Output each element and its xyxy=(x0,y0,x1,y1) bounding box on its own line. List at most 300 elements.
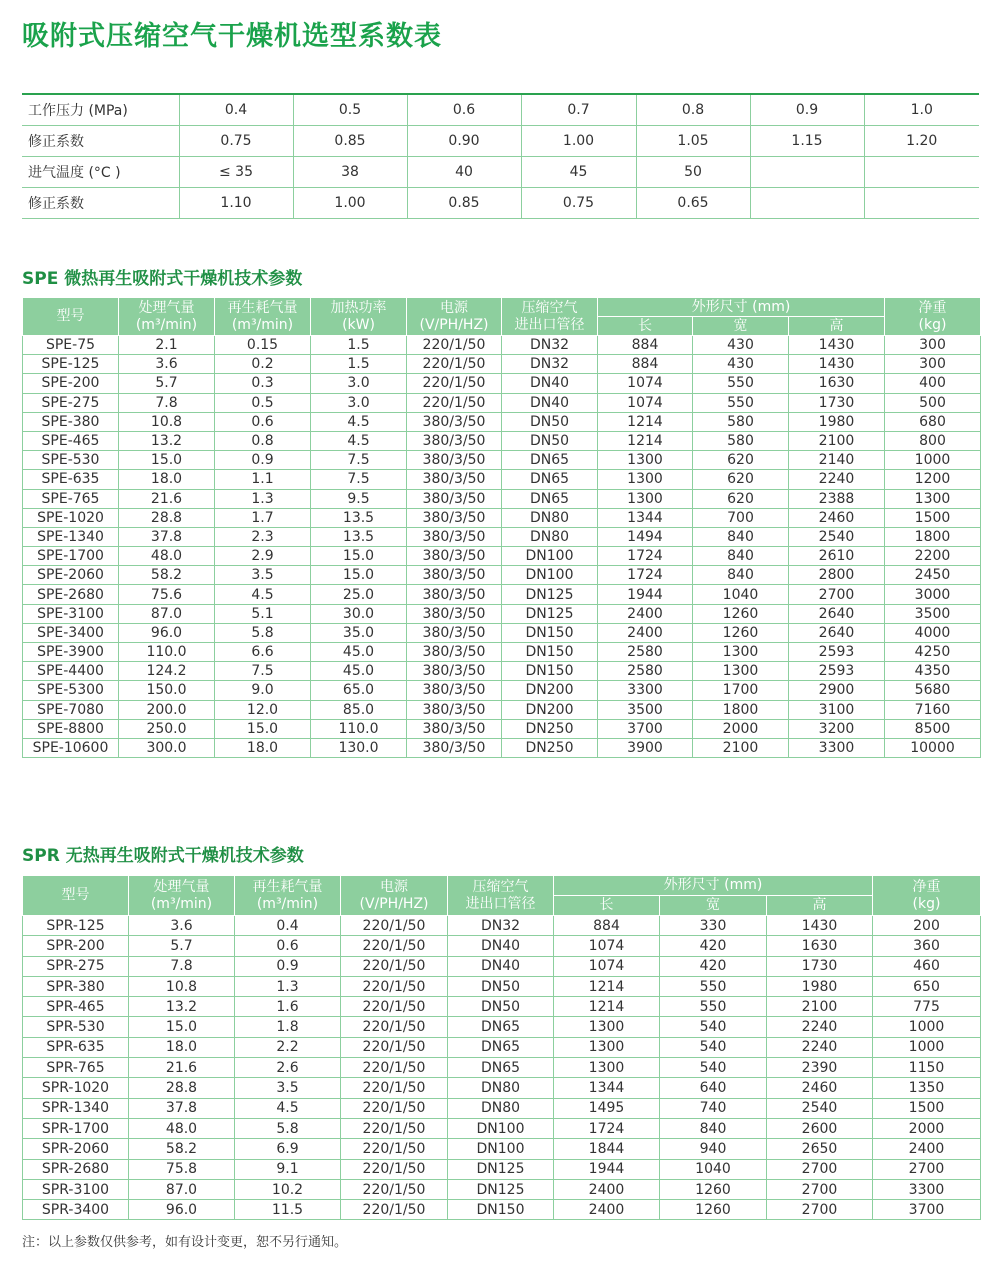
table-cell: 7.8 xyxy=(119,393,215,412)
table-cell: 220/1/50 xyxy=(407,336,502,355)
table-cell: DN40 xyxy=(448,956,554,976)
row-label-cell: 修正系数 xyxy=(22,188,179,219)
header-height: 高 xyxy=(789,317,885,336)
table-cell: DN65 xyxy=(448,1037,554,1057)
table-cell: 2390 xyxy=(767,1058,873,1078)
table-cell: DN200 xyxy=(502,681,598,700)
row-label-cell: SPE-7080 xyxy=(23,700,119,719)
table-cell: 2700 xyxy=(767,1179,873,1199)
table-cell: 220/1/50 xyxy=(341,1118,448,1138)
table-cell: 7160 xyxy=(885,700,981,719)
spr-table-body xyxy=(23,916,981,1220)
spr-section-title: SPR 无热再生吸附式干燥机技术参数 xyxy=(22,846,304,866)
row-label-cell: SPR-1700 xyxy=(23,1118,129,1138)
table-cell: 30.0 xyxy=(311,604,407,623)
table-cell: 380/3/50 xyxy=(407,662,502,681)
row-label-cell: SPE-10600 xyxy=(23,738,119,757)
table-cell: 5.8 xyxy=(235,1118,341,1138)
table-cell: 220/1/50 xyxy=(341,1179,448,1199)
header-heating-power: 加热功率 (kW) xyxy=(311,298,407,336)
table-cell: 110.0 xyxy=(311,719,407,738)
table-cell: DN40 xyxy=(448,936,554,956)
table-cell: 150.0 xyxy=(119,681,215,700)
table-cell: 0.8 xyxy=(215,431,311,450)
footnote: 注：以上参数仅供参考，如有设计变更，恕不另行通知。 xyxy=(22,1235,348,1250)
table-row xyxy=(23,976,981,996)
table-cell: 1500 xyxy=(873,1098,981,1118)
table-cell: 1.6 xyxy=(235,997,341,1017)
table-cell: 2.9 xyxy=(215,547,311,566)
table-cell: 2450 xyxy=(885,566,981,585)
header-pipe-size: 压缩空气 进出口管径 xyxy=(502,298,598,336)
table-cell: 1.3 xyxy=(235,976,341,996)
table-row xyxy=(23,470,981,489)
table-cell: 2700 xyxy=(767,1200,873,1220)
table-cell: 1200 xyxy=(885,470,981,489)
table-cell: 2580 xyxy=(598,643,693,662)
row-label-cell: SPR-2060 xyxy=(23,1139,129,1159)
row-label-cell: SPE-3900 xyxy=(23,643,119,662)
table-row xyxy=(23,1058,981,1078)
table-cell: 640 xyxy=(660,1078,767,1098)
table-cell: DN65 xyxy=(448,1017,554,1037)
table-cell: 775 xyxy=(873,997,981,1017)
table-row xyxy=(23,527,981,546)
table-cell: 380/3/50 xyxy=(407,681,502,700)
table-cell: 2400 xyxy=(873,1139,981,1159)
row-label-cell: SPE-75 xyxy=(23,336,119,355)
table-cell: 0.6 xyxy=(215,412,311,431)
table-cell: DN100 xyxy=(448,1118,554,1138)
table-cell: 2.3 xyxy=(215,527,311,546)
table-cell: 550 xyxy=(693,374,789,393)
table-cell: 40 xyxy=(407,157,521,188)
coefficient-table-body xyxy=(22,94,979,219)
row-label-cell: SPE-8800 xyxy=(23,719,119,738)
table-cell: 380/3/50 xyxy=(407,566,502,585)
table-cell: 740 xyxy=(660,1098,767,1118)
row-label-cell: SPE-4400 xyxy=(23,662,119,681)
table-cell: 10.8 xyxy=(119,412,215,431)
table-cell: 2.2 xyxy=(235,1037,341,1057)
table-cell: 0.9 xyxy=(215,451,311,470)
table-cell: 0.85 xyxy=(407,188,521,219)
table-cell: 37.8 xyxy=(129,1098,235,1118)
header-width: 宽 xyxy=(693,317,789,336)
table-cell: 220/1/50 xyxy=(341,1159,448,1179)
table-cell: 220/1/50 xyxy=(341,956,448,976)
table-cell: 220/1/50 xyxy=(341,1139,448,1159)
table-cell: ≤ 35 xyxy=(179,157,293,188)
table-cell: 0.75 xyxy=(179,126,293,157)
table-cell: 220/1/50 xyxy=(407,355,502,374)
table-cell: 0.9 xyxy=(750,94,864,126)
header-length: 长 xyxy=(554,896,660,916)
header-pipe-size: 压缩空气 进出口管径 xyxy=(448,876,554,916)
table-cell: 1.3 xyxy=(215,489,311,508)
table-cell: 2700 xyxy=(767,1159,873,1179)
table-cell: 1.20 xyxy=(864,126,979,157)
table-cell: 330 xyxy=(660,916,767,936)
table-cell xyxy=(750,157,864,188)
table-cell: 380/3/50 xyxy=(407,738,502,757)
table-cell: 10000 xyxy=(885,738,981,757)
table-cell: 5.7 xyxy=(119,374,215,393)
table-cell: 300.0 xyxy=(119,738,215,757)
table-cell: 1300 xyxy=(598,451,693,470)
table-cell: 0.7 xyxy=(521,94,636,126)
table-cell: DN65 xyxy=(502,489,598,508)
table-cell: DN125 xyxy=(502,585,598,604)
row-label-cell: SPE-635 xyxy=(23,470,119,489)
table-cell: 96.0 xyxy=(129,1200,235,1220)
table-cell: 12.0 xyxy=(215,700,311,719)
table-cell: DN200 xyxy=(502,700,598,719)
table-cell: 540 xyxy=(660,1058,767,1078)
table-row xyxy=(23,700,981,719)
table-row xyxy=(23,604,981,623)
table-cell: 2800 xyxy=(789,566,885,585)
header-flow: 处理气量 (m³/min) xyxy=(119,298,215,336)
row-label-cell: SPE-465 xyxy=(23,431,119,450)
table-cell xyxy=(864,188,979,219)
table-cell: 2700 xyxy=(873,1159,981,1179)
table-cell: DN250 xyxy=(502,738,598,757)
table-cell: 0.85 xyxy=(293,126,407,157)
row-label-cell: SPR-1020 xyxy=(23,1078,129,1098)
spe-section-title: SPE 微热再生吸附式干燥机技术参数 xyxy=(22,269,303,289)
table-cell: 4.5 xyxy=(311,412,407,431)
header-weight: 净重 (kg) xyxy=(873,876,981,916)
table-cell: 2240 xyxy=(789,470,885,489)
table-cell: 420 xyxy=(660,956,767,976)
table-cell: 1630 xyxy=(767,936,873,956)
table-cell: 380/3/50 xyxy=(407,527,502,546)
table-cell: 15.0 xyxy=(311,566,407,585)
table-cell: 840 xyxy=(693,547,789,566)
table-cell: 540 xyxy=(660,1017,767,1037)
table-cell: DN150 xyxy=(502,662,598,681)
table-row xyxy=(23,719,981,738)
table-cell: DN32 xyxy=(502,355,598,374)
table-cell: 4.5 xyxy=(235,1098,341,1118)
table-cell: 500 xyxy=(885,393,981,412)
header-height: 高 xyxy=(767,896,873,916)
row-label-cell: SPE-275 xyxy=(23,393,119,412)
table-cell: 1074 xyxy=(554,956,660,976)
table-row xyxy=(23,1078,981,1098)
row-label-cell: SPE-530 xyxy=(23,451,119,470)
table-cell: DN150 xyxy=(502,623,598,642)
table-cell: 2100 xyxy=(789,431,885,450)
table-cell: 0.4 xyxy=(235,916,341,936)
table-cell: 1214 xyxy=(598,431,693,450)
row-label-cell: SPE-125 xyxy=(23,355,119,374)
table-cell: 620 xyxy=(693,470,789,489)
table-cell: 220/1/50 xyxy=(407,374,502,393)
table-cell: 3.5 xyxy=(215,566,311,585)
table-cell: DN65 xyxy=(448,1058,554,1078)
table-cell: 2200 xyxy=(885,547,981,566)
table-cell: 2240 xyxy=(767,1037,873,1057)
table-cell: 4.5 xyxy=(311,431,407,450)
table-cell: DN80 xyxy=(502,527,598,546)
table-row xyxy=(23,431,981,450)
table-cell: 7.5 xyxy=(311,451,407,470)
row-label-cell: SPE-765 xyxy=(23,489,119,508)
table-cell: DN80 xyxy=(448,1078,554,1098)
table-cell: 840 xyxy=(660,1118,767,1138)
header-flow: 处理气量 (m³/min) xyxy=(129,876,235,916)
row-label-cell: SPE-1340 xyxy=(23,527,119,546)
header-weight: 净重 (kg) xyxy=(885,298,981,336)
table-cell: 1040 xyxy=(660,1159,767,1179)
table-cell: 380/3/50 xyxy=(407,431,502,450)
table-cell: 1.15 xyxy=(750,126,864,157)
table-cell: 1260 xyxy=(660,1179,767,1199)
table-cell: 2100 xyxy=(693,738,789,757)
table-cell: DN125 xyxy=(448,1179,554,1199)
table-cell: 2.1 xyxy=(119,336,215,355)
row-label-cell: 工作压力 (MPa) xyxy=(22,94,179,126)
table-cell: 37.8 xyxy=(119,527,215,546)
table-cell: 1.00 xyxy=(521,126,636,157)
header-model: 型号 xyxy=(23,298,119,336)
table-cell: 1074 xyxy=(598,393,693,412)
table-cell: 3300 xyxy=(873,1179,981,1199)
table-cell: 0.65 xyxy=(636,188,750,219)
table-cell: DN50 xyxy=(448,976,554,996)
table-cell: 220/1/50 xyxy=(341,936,448,956)
table-cell: 1350 xyxy=(873,1078,981,1098)
table-cell: 550 xyxy=(660,976,767,996)
table-cell: 430 xyxy=(693,336,789,355)
table-cell: 380/3/50 xyxy=(407,547,502,566)
table-cell: 3.5 xyxy=(235,1078,341,1098)
table-cell: 3500 xyxy=(598,700,693,719)
table-row xyxy=(23,738,981,757)
table-cell: 220/1/50 xyxy=(341,1017,448,1037)
row-label-cell: SPE-3400 xyxy=(23,623,119,642)
table-cell: 2100 xyxy=(767,997,873,1017)
table-cell xyxy=(864,157,979,188)
table-cell: 7.5 xyxy=(311,470,407,489)
table-cell: 1300 xyxy=(598,470,693,489)
header-width: 宽 xyxy=(660,896,767,916)
table-cell: 800 xyxy=(885,431,981,450)
table-cell: 300 xyxy=(885,336,981,355)
table-cell: 21.6 xyxy=(119,489,215,508)
table-cell: 2388 xyxy=(789,489,885,508)
table-cell: 1430 xyxy=(789,336,885,355)
table-cell: 1700 xyxy=(693,681,789,700)
table-cell: DN50 xyxy=(502,431,598,450)
table-cell: 2400 xyxy=(598,604,693,623)
table-cell: 460 xyxy=(873,956,981,976)
row-label-cell: SPR-200 xyxy=(23,936,129,956)
table-cell: 4350 xyxy=(885,662,981,681)
table-row xyxy=(23,916,981,936)
table-cell: 0.5 xyxy=(293,94,407,126)
table-cell: 380/3/50 xyxy=(407,508,502,527)
row-label-cell: SPR-275 xyxy=(23,956,129,976)
table-cell: 884 xyxy=(554,916,660,936)
table-cell: DN80 xyxy=(448,1098,554,1118)
row-label-cell: SPR-1340 xyxy=(23,1098,129,1118)
header-regen-air: 再生耗气量 (m³/min) xyxy=(215,298,311,336)
table-cell: 65.0 xyxy=(311,681,407,700)
table-cell: 580 xyxy=(693,412,789,431)
table-cell: 0.8 xyxy=(636,94,750,126)
table-cell: 700 xyxy=(693,508,789,527)
table-cell: DN150 xyxy=(448,1200,554,1220)
table-cell: 3300 xyxy=(598,681,693,700)
table-cell: 2400 xyxy=(598,623,693,642)
table-cell: 1.1 xyxy=(215,470,311,489)
header-power-supply: 电源 (V/PH/HZ) xyxy=(341,876,448,916)
table-cell: 2600 xyxy=(767,1118,873,1138)
table-cell: 35.0 xyxy=(311,623,407,642)
table-cell: 85.0 xyxy=(311,700,407,719)
table-cell: 0.3 xyxy=(215,374,311,393)
table-cell: 220/1/50 xyxy=(341,1200,448,1220)
coefficient-table xyxy=(22,93,979,219)
table-cell: 1214 xyxy=(598,412,693,431)
table-cell: 5.7 xyxy=(129,936,235,956)
table-cell: 840 xyxy=(693,527,789,546)
row-label-cell: SPE-1020 xyxy=(23,508,119,527)
table-cell: 1.00 xyxy=(293,188,407,219)
table-cell: 430 xyxy=(693,355,789,374)
table-cell: 6.6 xyxy=(215,643,311,662)
table-cell: 1344 xyxy=(554,1078,660,1098)
table-cell: 3700 xyxy=(873,1200,981,1220)
table-cell: 1430 xyxy=(767,916,873,936)
table-cell: 2240 xyxy=(767,1017,873,1037)
table-cell: 1300 xyxy=(554,1037,660,1057)
table-cell: 0.15 xyxy=(215,336,311,355)
spr-spec-table xyxy=(22,875,981,1220)
table-row xyxy=(23,643,981,662)
table-cell: 220/1/50 xyxy=(341,916,448,936)
table-cell: 2610 xyxy=(789,547,885,566)
table-cell: 2540 xyxy=(767,1098,873,1118)
table-cell: 96.0 xyxy=(119,623,215,642)
row-label-cell: SPE-5300 xyxy=(23,681,119,700)
table-cell: DN40 xyxy=(502,393,598,412)
table-cell: 7.8 xyxy=(129,956,235,976)
table-cell: DN40 xyxy=(502,374,598,393)
table-cell: DN80 xyxy=(502,508,598,527)
table-cell: 50 xyxy=(636,157,750,188)
table-cell: 75.8 xyxy=(129,1159,235,1179)
table-cell: 550 xyxy=(660,997,767,1017)
row-label-cell: SPR-2680 xyxy=(23,1159,129,1179)
table-cell: 9.5 xyxy=(311,489,407,508)
table-cell: 2640 xyxy=(789,604,885,623)
table-row xyxy=(23,355,981,374)
table-cell: 3200 xyxy=(789,719,885,738)
table-row xyxy=(23,623,981,642)
table-cell: 45.0 xyxy=(311,643,407,662)
table-cell: DN100 xyxy=(448,1139,554,1159)
table-cell: 15.0 xyxy=(119,451,215,470)
header-model: 型号 xyxy=(23,876,129,916)
table-cell: 1.10 xyxy=(179,188,293,219)
table-row xyxy=(23,956,981,976)
table-cell: 2640 xyxy=(789,623,885,642)
table-row xyxy=(23,1098,981,1118)
header-dimensions: 外形尺寸 (mm) xyxy=(598,298,885,317)
table-cell: 0.2 xyxy=(215,355,311,374)
table-cell: 200.0 xyxy=(119,700,215,719)
table-cell: 2593 xyxy=(789,662,885,681)
table-cell: 220/1/50 xyxy=(341,997,448,1017)
table-cell: 220/1/50 xyxy=(341,1058,448,1078)
table-cell: 8500 xyxy=(885,719,981,738)
table-cell: 1214 xyxy=(554,976,660,996)
table-cell: 9.1 xyxy=(235,1159,341,1179)
table-cell xyxy=(750,188,864,219)
table-row xyxy=(23,997,981,1017)
table-cell: 1074 xyxy=(598,374,693,393)
table-cell: 1260 xyxy=(693,623,789,642)
table-cell: 13.2 xyxy=(129,997,235,1017)
table-cell: 1300 xyxy=(693,643,789,662)
table-cell: 48.0 xyxy=(119,547,215,566)
table-cell: 3300 xyxy=(789,738,885,757)
table-cell: 15.0 xyxy=(215,719,311,738)
table-row xyxy=(23,1159,981,1179)
header-length: 长 xyxy=(598,317,693,336)
table-cell: 5.8 xyxy=(215,623,311,642)
table-cell: 18.0 xyxy=(119,470,215,489)
row-label-cell: SPE-380 xyxy=(23,412,119,431)
table-cell: 220/1/50 xyxy=(341,1078,448,1098)
table-cell: 580 xyxy=(693,431,789,450)
table-cell: 5.1 xyxy=(215,604,311,623)
table-cell: 0.6 xyxy=(407,94,521,126)
table-cell: 2000 xyxy=(693,719,789,738)
table-cell: 1980 xyxy=(767,976,873,996)
table-cell: 1980 xyxy=(789,412,885,431)
table-cell: 680 xyxy=(885,412,981,431)
table-cell: 380/3/50 xyxy=(407,719,502,738)
table-cell: 45 xyxy=(521,157,636,188)
table-row xyxy=(22,157,979,188)
table-cell: 3500 xyxy=(885,604,981,623)
table-cell: 5680 xyxy=(885,681,981,700)
row-label-cell: 修正系数 xyxy=(22,126,179,157)
table-cell: 2000 xyxy=(873,1118,981,1138)
table-cell: 6.9 xyxy=(235,1139,341,1159)
spe-spec-table xyxy=(22,297,981,758)
table-cell: DN50 xyxy=(448,997,554,1017)
table-cell: 0.75 xyxy=(521,188,636,219)
table-row xyxy=(23,1037,981,1057)
table-cell: 2400 xyxy=(554,1179,660,1199)
table-cell: 1260 xyxy=(660,1200,767,1220)
spe-table-body xyxy=(23,336,981,758)
table-cell: 38 xyxy=(293,157,407,188)
table-cell: 220/1/50 xyxy=(341,976,448,996)
table-cell: 13.5 xyxy=(311,527,407,546)
table-cell: 220/1/50 xyxy=(407,393,502,412)
table-row xyxy=(23,566,981,585)
table-row xyxy=(22,94,979,126)
table-cell: 3.0 xyxy=(311,374,407,393)
table-row xyxy=(23,1200,981,1220)
